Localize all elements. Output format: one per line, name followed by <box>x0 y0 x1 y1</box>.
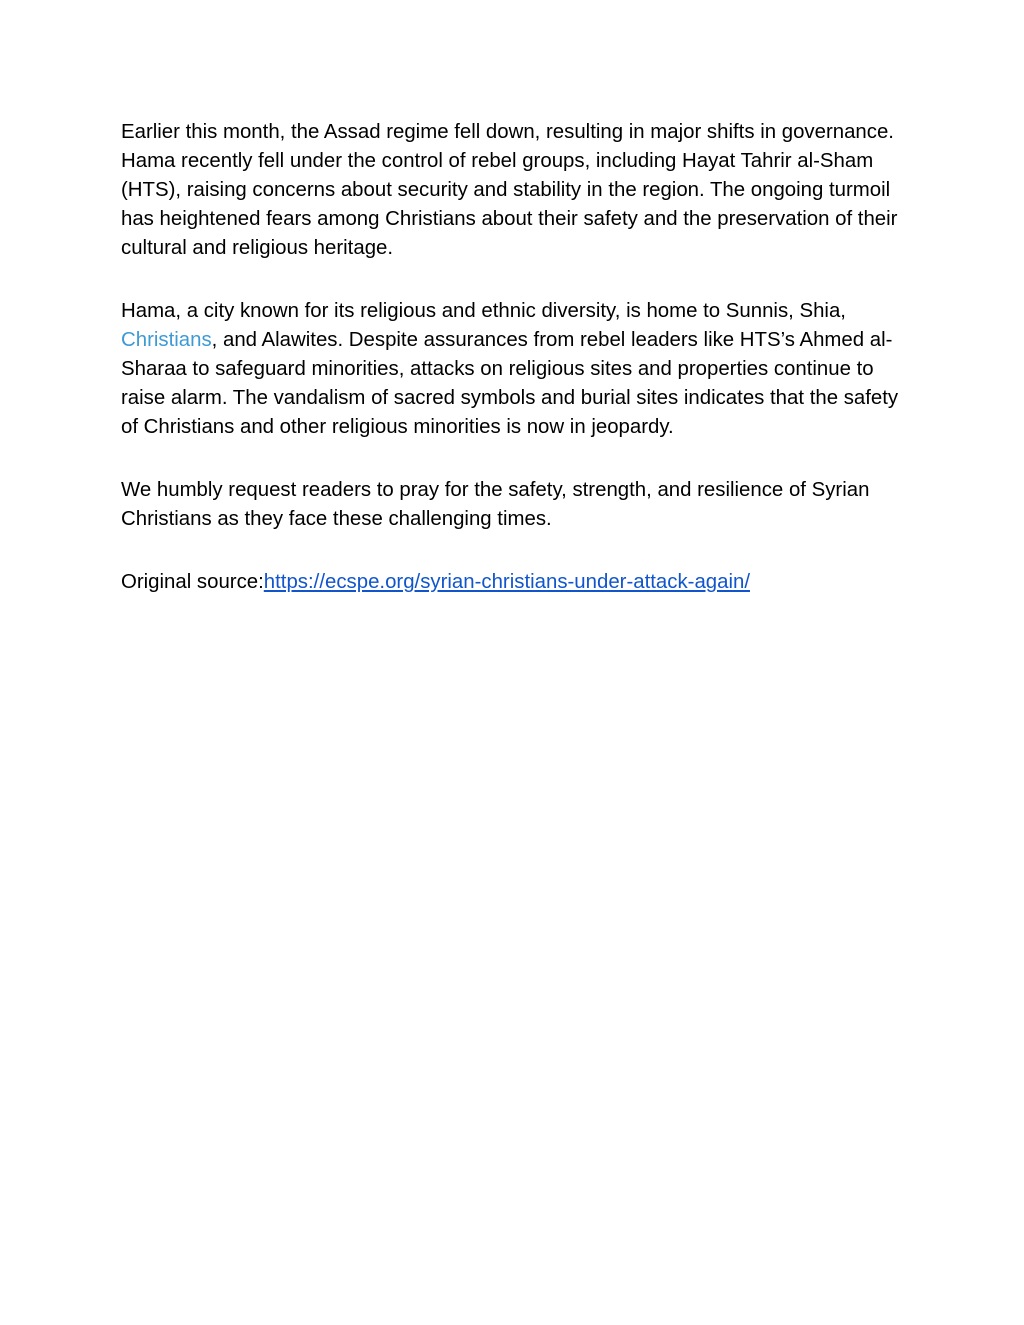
paragraph-hama-diversity <box>121 297 911 442</box>
paragraph-assad-regime: Earlier this month, the Assad regime fell down, resulting in major shifts in governance. Hama recently fell under the control of rebel groups, including Hayat Tahrir al-Sham (HTS), raising concerns about security and stability in the region. The ongoing turmoil has heightened fears among Christians about their safety and the preservation of their cultural and religious heritage. <box>121 121 898 259</box>
paragraph-prayer-request: We humbly request readers to pray for the safety, strength, and resilience of Syrian Christians as they face these challenging times. <box>121 479 870 530</box>
christians-link[interactable]: Christians <box>121 329 212 351</box>
paragraph-hama-text-after: , and Alawites. Despite assurances from rebel leaders like HTS’s Ahmed al-Sharaa to safeguard minorities, attacks on religious sites and properties continue to raise alarm. The vandalism of sacred symbols and burial sites indicates that the safety of Christians and other religious minorities is now in jeopardy. <box>121 329 899 438</box>
source-url-link[interactable]: https://ecspe.org/syrian-christians-under-attack-again/ <box>263 571 750 593</box>
source-line <box>121 568 911 597</box>
document-body <box>121 118 911 631</box>
source-label: Original source: <box>121 571 264 593</box>
paragraph-hama-text-before: Hama, a city known for its religious and ethnic diversity, is home to Sunnis, Shia, <box>121 300 846 322</box>
